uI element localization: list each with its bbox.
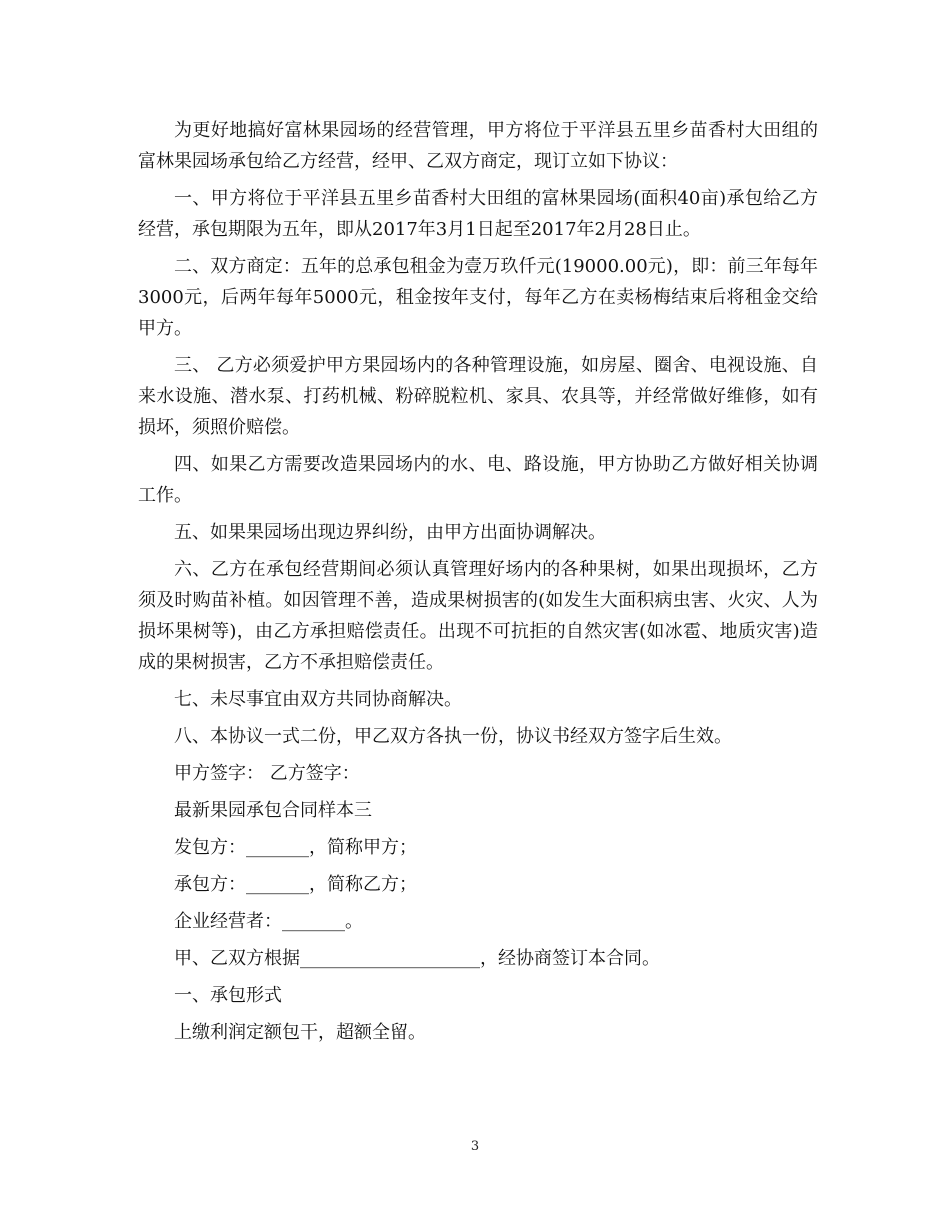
clause-7-paragraph: 七、未尽事宜由双方共同协商解决。 <box>174 689 462 710</box>
party-b-line: 承包方：_______，简称乙方； <box>174 874 417 895</box>
clause-text: 上缴利润定额包干，超额全留。 <box>174 1022 426 1043</box>
signature-line: 甲方签字： 乙方签字： <box>174 763 360 784</box>
clause-5-paragraph: 五、如果果园场出现边界纠纷，由甲方出面协调解决。 <box>174 522 606 543</box>
document-body <box>138 115 818 1054</box>
contract-basis-line: 甲、乙双方根据____________________，经协商签订本合同。 <box>174 948 660 969</box>
clause-6-paragraph: 六、乙方在承包经营期间必须认真管理好场内的各种果树，如果出现损坏，乙方须及时购苗补植。如因管理不善，造成果树损害的(如发生大面积病虫害、火灾、人为损坏果树等)，由乙方承担赔偿责任。出现不可抗拒的自然灾害(如冰雹、地质灾害)造成的果树损害，乙方不承担赔偿责任。 <box>138 559 818 673</box>
intro-paragraph: 为更好地搞好富林果园场的经营管理，甲方将位于平洋县五里乡苗香村大田组的富林果园场承包给乙方经营，经甲、乙双方商定，现订立如下协议： <box>138 120 818 172</box>
clause-1-paragraph: 一、甲方将位于平洋县五里乡苗香村大田组的富林果园场(面积40亩)承包给乙方经营，承包期限为五年，即从2017年3月1日起至2017年2月28日止。 <box>138 188 818 240</box>
clause-4-paragraph: 四、如果乙方需要改造果园场内的水、电、路设施，甲方协助乙方做好相关协调工作。 <box>138 454 818 506</box>
section-title: 最新果园承包合同样本三 <box>174 800 372 821</box>
clause-2-paragraph: 二、双方商定：五年的总承包租金为壹万玖仟元(19000.00元)，即：前三年每年3000元，后两年每年5000元，租金按年支付，每年乙方在卖杨梅结束后将租金交给甲方。 <box>138 256 818 339</box>
clause-3-paragraph: 三、 乙方必须爱护甲方果园场内的各种管理设施，如房屋、圈舍、电视设施、自来水设施、潜水泵、打药机械、粉碎脱粒机、家具、农具等，并经常做好维修，如有损坏，须照价赔偿。 <box>138 355 818 438</box>
clause-heading: 一、承包形式 <box>174 985 282 1006</box>
page-number: 3 <box>470 1139 480 1154</box>
operator-line: 企业经营者：_______。 <box>174 911 363 932</box>
clause-8-paragraph: 八、本协议一式二份，甲乙双方各执一份，协议书经双方签字后生效。 <box>174 726 732 747</box>
party-a-line: 发包方：_______，简称甲方； <box>174 837 417 858</box>
